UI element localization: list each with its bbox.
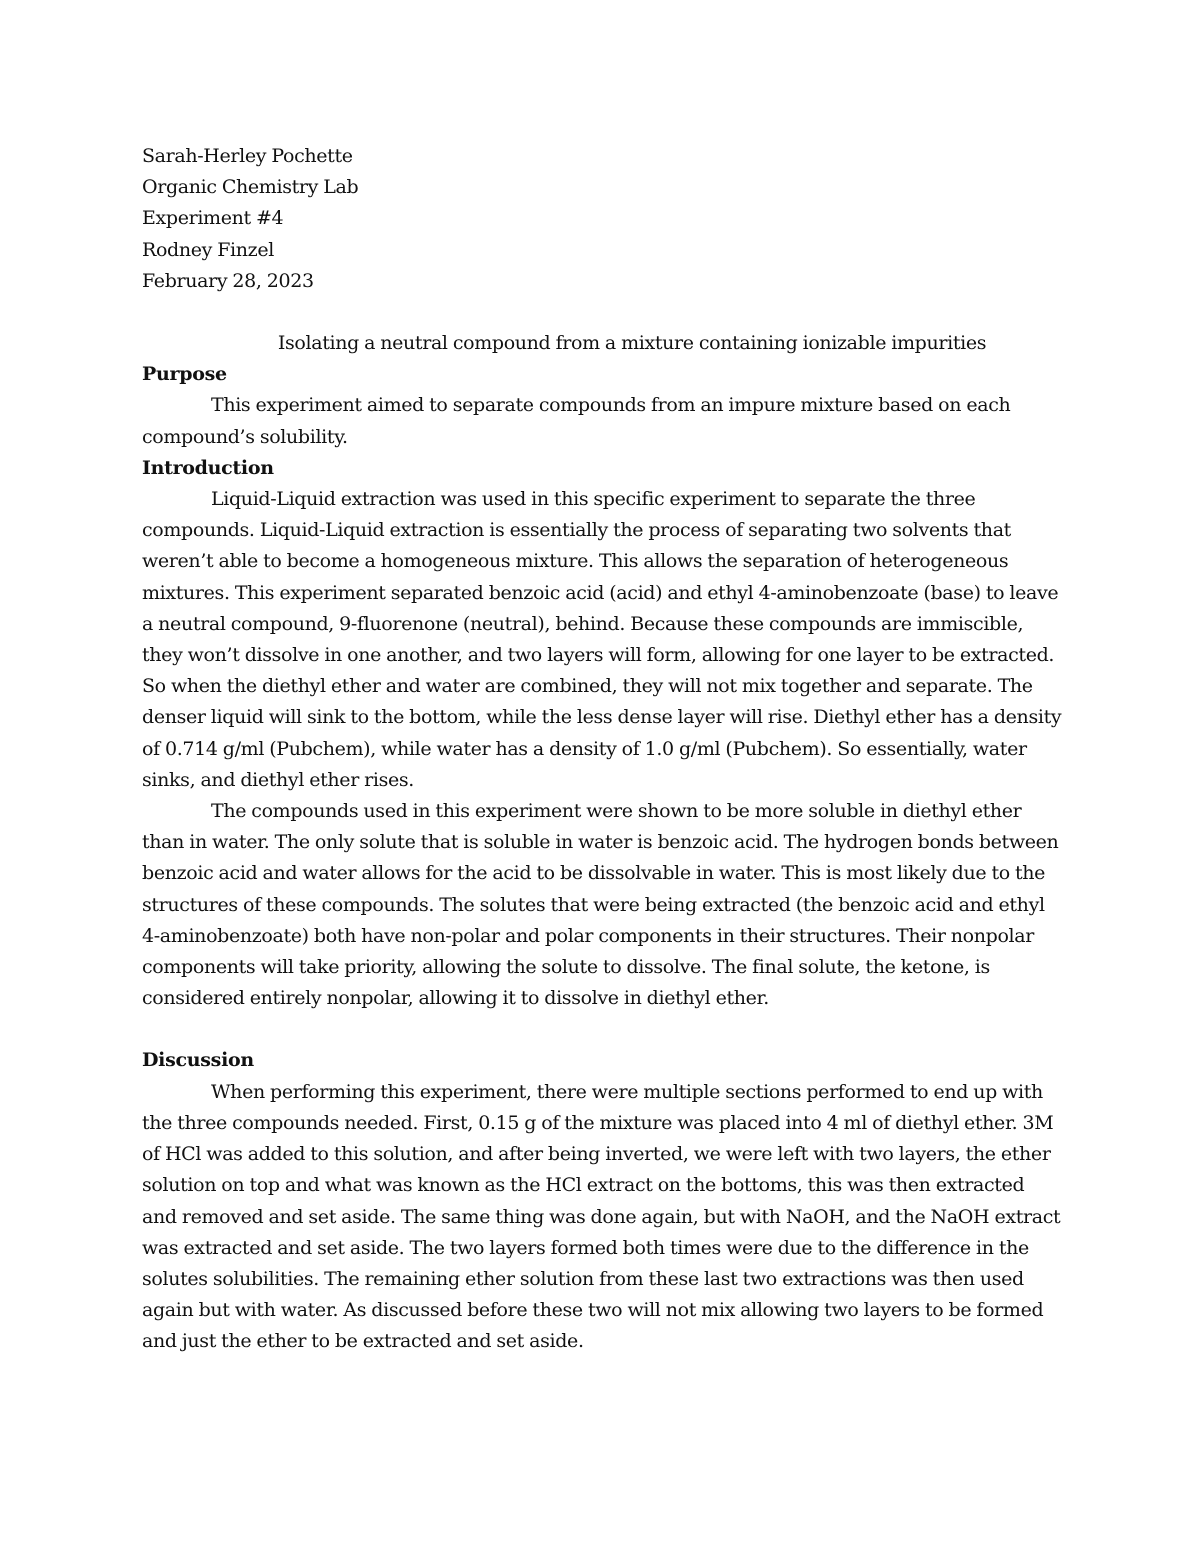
introduction-paragraph-1: Liquid-Liquid extraction was used in this specific experiment to separate the three compounds. Liquid-Liquid extraction is essentially the process of separating two solvents that weren’t able to become a homogeneous mixture. This allows the separation of heterogeneous mixtures. This experiment separated benzoic acid (acid) and ethyl 4-aminobenzoate (base) to leave a neutral compound, 9-fluorenone (neutral), behind. Because these compounds are immiscible, they won’t dissolve in one another, and two layers will form, allowing for one layer to be extracted. So when the diethyl ether and water are combined, they will not mix together and separate. The denser liquid will sink to the bottom, while the less dense layer will rise. Diethyl ether has a density of 0.714 g/ml (Pubchem), while water has a density of 1.0 g/ml (Pubchem). So essentially, water sinks, and diethyl ether rises.	[142, 488, 1062, 791]
introduction-heading: Introduction	[142, 456, 274, 479]
spacer	[142, 1014, 1062, 1045]
course-name: Organic Chemistry Lab	[142, 176, 359, 199]
document-date: February 28, 2023	[142, 269, 314, 292]
introduction-paragraph-2: The compounds used in this experiment were shown to be more soluble in diethyl ether than in water. The only solute that is soluble in water is benzoic acid. The hydrogen bonds between benzoic acid and water allows for the acid to be dissolvable in water. This is most likely due to the structures of these compounds. The solutes that were being extracted (the benzoic acid and ethyl 4-aminobenzoate) both have non-polar and polar components in their structures. Their nonpolar components will take priority, allowing the solute to dissolve. The final solute, the ketone, is considered entirely nonpolar, allowing it to dissolve in diethyl ether.	[142, 800, 1059, 1010]
spacer	[142, 297, 1062, 328]
instructor-name: Rodney Finzel	[142, 238, 274, 261]
discussion-heading: Discussion	[142, 1049, 254, 1072]
author-name: Sarah-Herley Pochette	[142, 145, 353, 167]
document-body	[142, 141, 1062, 1358]
purpose-paragraph: This experiment aimed to separate compounds from an impure mixture based on each compound’s solubility.	[142, 394, 1011, 448]
introduction-section	[142, 453, 1062, 1015]
header-block	[142, 141, 1062, 297]
document-title: Isolating a neutral compound from a mixture containing ionizable impurities	[277, 332, 987, 355]
discussion-section	[142, 1045, 1062, 1357]
discussion-paragraph: When performing this experiment, there were multiple sections performed to end up with the three compounds needed. First, 0.15 g of the mixture was placed into 4 ml of diethyl ether. 3M of HCl was added to this solution, and after being inverted, we were left with two layers, the ether solution on top and what was known as the HCl extract on the bottoms, this was then extracted and removed and set aside. The same thing was done again, but with NaOH, and the NaOH extract was extracted and set aside. The two layers formed both times were due to the difference in the solutes solubilities. The remaining ether solution from these last two extractions was then used again but with water. As discussed before these two will not mix allowing two layers to be formed and just the ether to be extracted and set aside.	[142, 1080, 1061, 1353]
purpose-heading: Purpose	[142, 363, 227, 386]
purpose-section	[142, 359, 1062, 453]
experiment-number: Experiment #4	[142, 207, 284, 230]
